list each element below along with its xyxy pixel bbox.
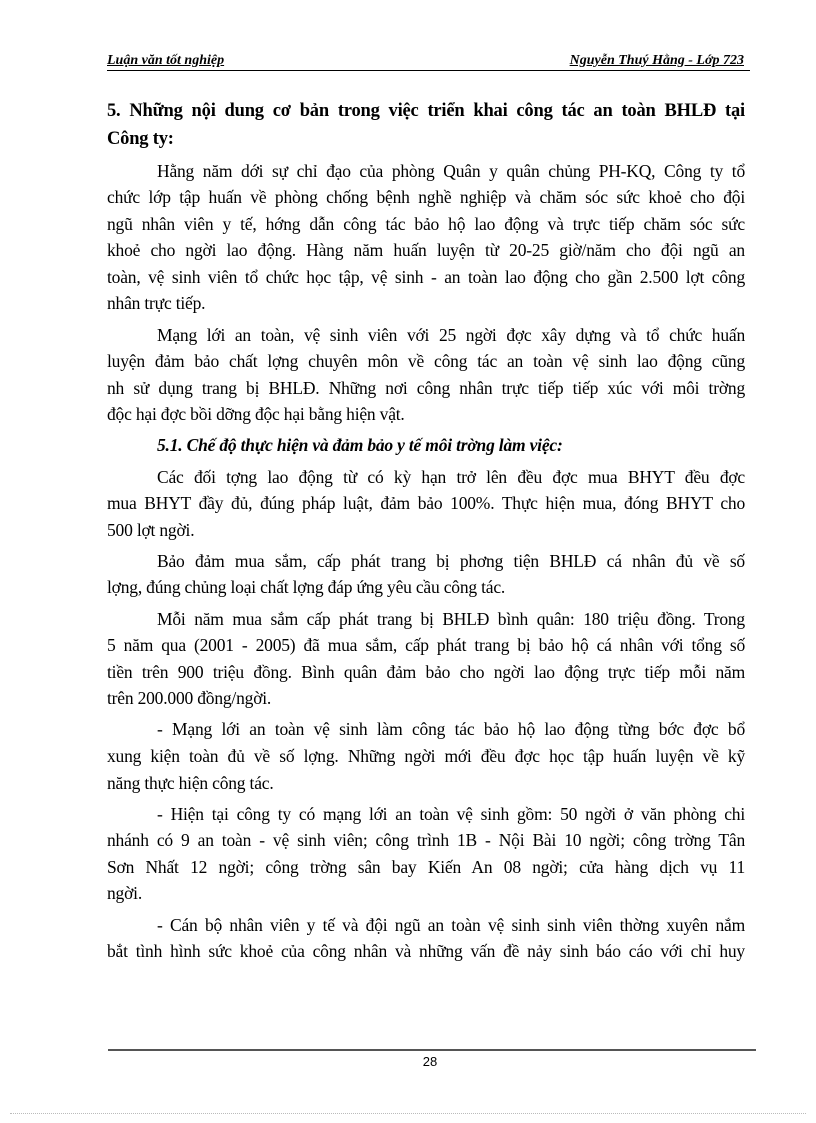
text-line: lợng, đúng chủng loại chất lợng đáp ứng yêu cầu công tác. [107,577,506,598]
text-line: - Mạng lới an toàn vệ sinh làm công tác bảo hộ lao động từng bớc đợc bổ [157,719,745,740]
text-line: - Hiện tại công ty có mạng lới an toàn vệ sinh gồm: 50 ngời ở văn phòng chi [157,803,745,824]
text-line: Bảo đảm mua sắm, cấp phát trang bị phơng tiện BHLĐ cá nhân đủ về số [157,550,745,571]
text-line: nhánh có 9 an toàn - vệ sinh viên; công trình 1B - Nội Bài 10 ngời; công trờng Tân [107,830,745,851]
text-line: - Cán bộ nhân viên y tế và đội ngũ an toàn vệ sinh sinh viên thờng xuyên nắm [157,914,745,935]
page-boundary [10,1113,806,1114]
text-line: ngời. [107,883,142,904]
header-right-author: Nguyễn Thuý Hằng - Lớp 723 [569,53,744,68]
text-line: độc hại đợc bồi dỡng độc hại bằng hiện vật. [107,404,405,425]
page-number: 28 [422,1054,438,1069]
text-line: bắt tình hình sức khoẻ của công nhân và những vấn đề nảy sinh báo cáo với chỉ huy [107,941,745,962]
text-line: xung kiện toàn đủ về số lợng. Những ngời mới đều đợc học tập huấn luyện về kỹ [107,745,745,766]
text-line: Các đối tợng lao động từ có kỳ hạn trở lên đều đợc mua BHYT đều đợc [157,466,745,487]
text-line: Mạng lới an toàn, vệ sinh viên với 25 ngời đợc xây dựng và tổ chức huấn [157,324,745,345]
text-line: tiền trên 900 triệu đồng. Bình quân đảm bảo cho ngời lao động trực tiếp mỗi năm [107,661,745,682]
paragraph [107,801,745,907]
text-line: toàn, vệ sinh viên tổ chức học tập, vệ sinh - an toàn lao động cho gần 2.500 lợt công [107,266,745,287]
paragraph [107,322,745,428]
header-left-title: Luận văn tốt nghiệp [107,53,225,68]
subsection-heading [107,432,745,459]
text-line: khoẻ cho ngời lao động. Hàng năm huấn luyện từ 20-25 giờ/năm cho đội ngũ an [107,240,745,261]
paragraph [107,158,745,318]
paragraph [107,912,745,965]
text-line: chức lớp tập huấn về phòng chống bệnh nghề nghiệp và chăm sóc sức khoẻ cho đội [107,187,745,208]
text-line: nhân trực tiếp. [107,293,206,314]
paragraph [107,548,745,601]
text-line: nh sử dụng trang bị BHLĐ. Những nơi công nhân trực tiếp tiếp xúc với môi trờng [107,377,745,398]
text-line: luyện đảm bảo chất lợng chuyên môn về công tác an toàn vệ sinh lao động cũng [107,351,745,372]
text-line: Công ty: [107,129,174,149]
paragraph [107,464,745,544]
footer-divider [108,1049,756,1051]
text-line: 5.1. Chế độ thực hiện và đảm bảo y tế môi trờng làm việc: [157,435,563,456]
text-line: ngũ nhân viên y tế, hớng dẫn công tác bảo hộ lao động và trực tiếp chăm sóc sức [107,213,745,234]
text-line: mua BHYT đầy đủ, đúng pháp luật, đảm bảo 100%. Thực hiện mua, đóng BHYT cho [107,493,745,514]
text-line: 500 lợt ngời. [107,519,195,540]
text-line: Hằng năm dới sự chỉ đạo của phòng Quân y quân chủng PH-KQ, Công ty tổ [157,160,745,181]
text-line: 5 năm qua (2001 - 2005) đã mua sắm, cấp phát trang bị bảo hộ cá nhân với tổng số [107,635,745,656]
text-line: Mỗi năm mua sắm cấp phát trang bị BHLĐ bình quân: 180 triệu đồng. Trong [157,608,745,629]
paragraph [107,716,745,796]
text-line: trên 200.000 đồng/ngời. [107,688,272,709]
text-line: Sơn Nhất 12 ngời; công trờng sân bay Kiến An 08 ngời; cửa hàng dịch vụ 11 [107,856,745,877]
paragraph [107,606,745,712]
text-line: 5. Những nội dung cơ bản trong việc triển khai công tác an toàn BHLĐ tại [107,101,745,121]
text-line: năng thực hiện công tác. [107,772,274,793]
running-header [107,50,750,71]
section-heading [107,97,745,153]
document-body [107,97,745,965]
